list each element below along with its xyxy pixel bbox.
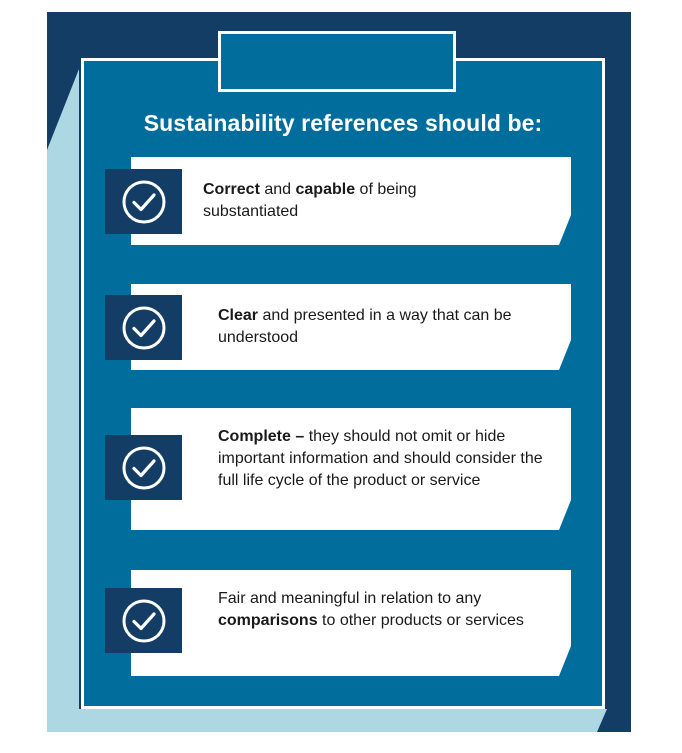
- text-part: to other products or services: [317, 612, 524, 629]
- keyword-correct: Correct: [203, 181, 260, 198]
- check-badge: [105, 169, 182, 234]
- check-circle-icon: [120, 444, 168, 492]
- heading: Sustainability references should be:: [143, 110, 543, 136]
- check-badge: [105, 295, 182, 360]
- criterion-text-correct: [203, 179, 503, 223]
- clipboard-clip: [218, 31, 456, 92]
- keyword-comparisons: comparisons: [218, 612, 318, 629]
- keyword-complete: Complete –: [218, 428, 305, 445]
- check-circle-icon: [120, 304, 168, 352]
- check-circle-icon: [120, 597, 168, 645]
- check-circle-icon: [120, 178, 168, 226]
- check-badge: [105, 588, 182, 653]
- text-part: and presented in a way that can be understood: [218, 307, 512, 346]
- text-part: Fair and meaningful in relation to any: [218, 590, 482, 607]
- sustainability-infographic: [47, 12, 631, 732]
- keyword-capable: capable: [295, 181, 356, 198]
- keyword-clear: Clear: [218, 307, 259, 324]
- criterion-text-fair: [218, 588, 538, 632]
- text-part: they should not omit or hide important information and should consider the full life cycle of the product or service: [218, 428, 543, 489]
- text-part: and: [259, 181, 296, 198]
- text-part: of being substantiated: [203, 181, 417, 220]
- check-badge: [105, 435, 182, 500]
- criterion-text-complete: [218, 426, 553, 492]
- criterion-text-clear: [218, 305, 513, 349]
